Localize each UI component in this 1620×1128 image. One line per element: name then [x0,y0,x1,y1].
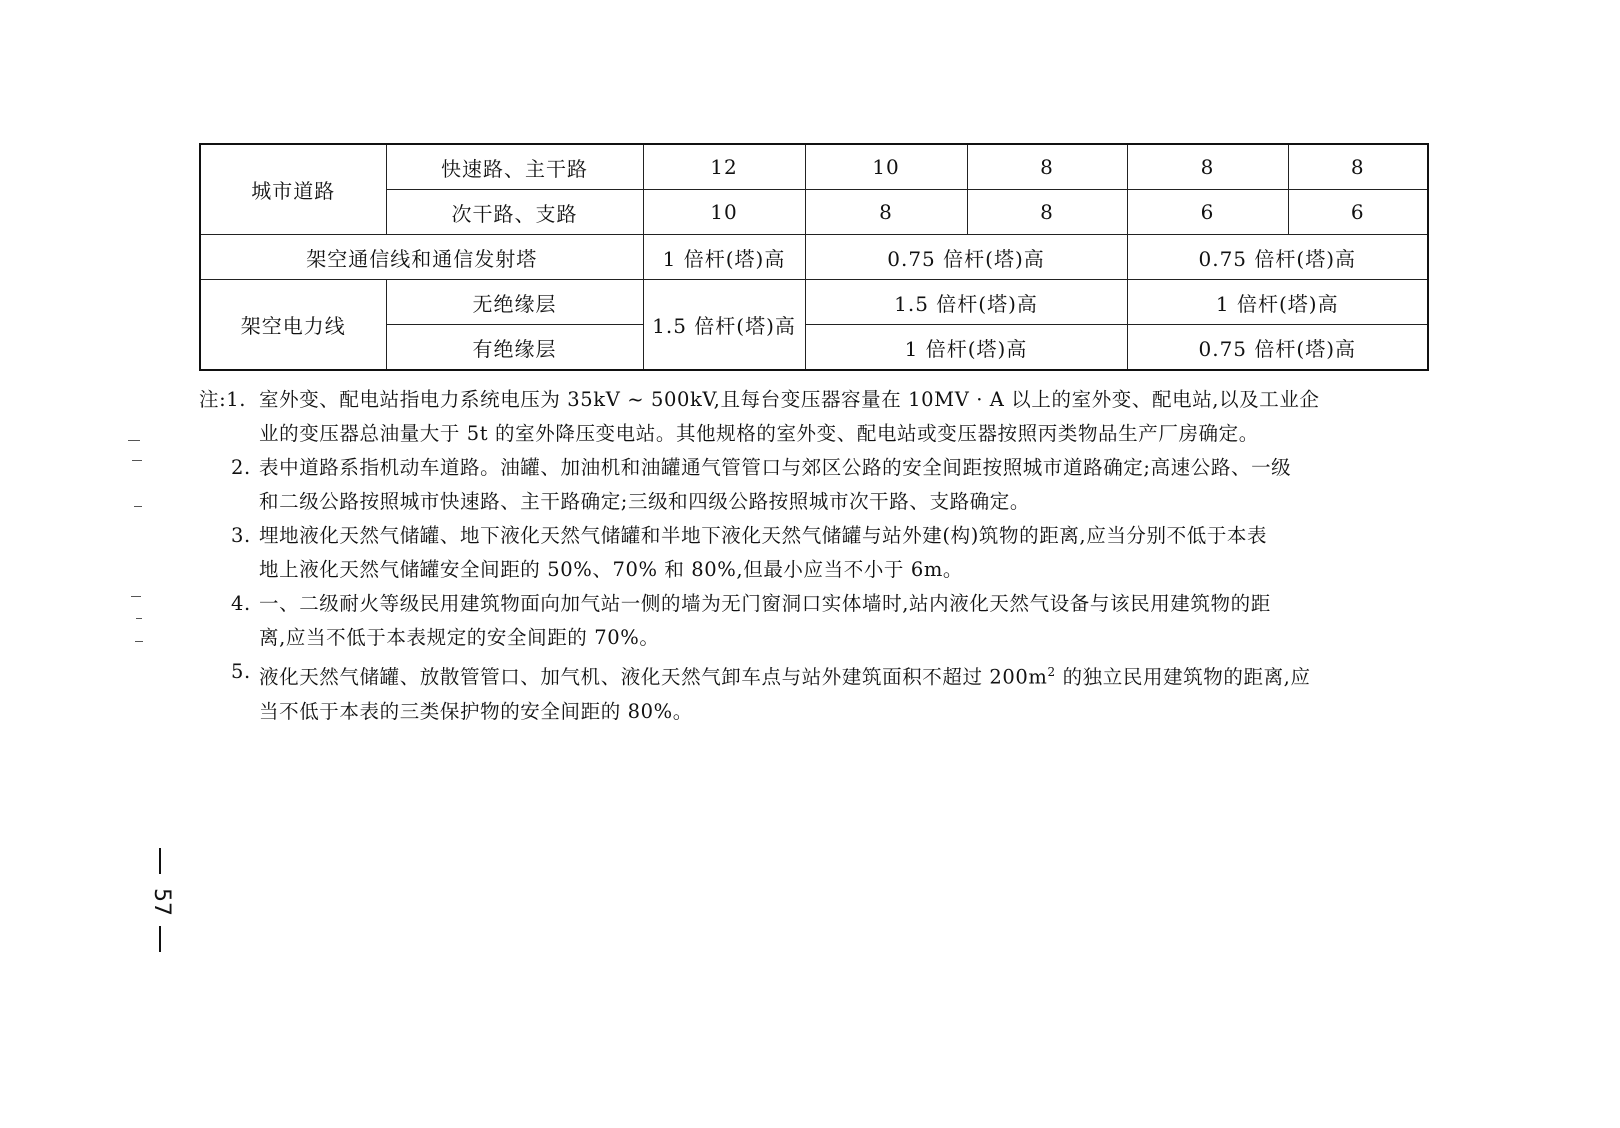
safety-distance-table [199,143,1429,371]
item-label: 架空通信线和通信发射塔 [200,235,643,280]
item-label: 快速路、主干路 [386,144,643,190]
note-line: 埋地液化天然气储罐、地下液化天然气储罐和半地下液化天然气储罐与站外建(构)筑物的距离,应当分别不低于本表 [259,524,1268,547]
scan-speck [132,460,142,461]
note-line: 和二级公路按照城市快速路、主干路确定;三级和四级公路按照城市次干路、支路确定。 [259,490,1030,513]
group-label-city-road: 城市道路 [200,144,386,235]
note-line: 业的变压器总油量大于 5t 的室外降压变电站。其他规格的室外变、配电站或变压器按照丙类物品生产厂房确定。 [259,422,1259,445]
page-number-dash [159,926,161,952]
note-line [259,655,1427,695]
note-number: 2. [231,456,251,479]
table-cell: 0.75 倍杆(塔)高 [805,235,1127,280]
note-item [199,655,1427,729]
item-label: 有绝缘层 [386,325,643,371]
scan-speck [131,596,141,597]
table-cell: 6 [1127,190,1288,235]
note-line: 地上液化天然气储罐安全间距的 50%、70% 和 80%,但最小应当不小于 6m。 [259,558,964,581]
scan-speck [134,506,142,507]
table-cell: 1 倍杆(塔)高 [643,235,805,280]
note-line: 表中道路系指机动车道路。油罐、加油机和油罐通气管管口与郊区公路的安全间距按照城市道路确定;高速公路、一级 [259,456,1292,479]
table-cell: 1.5 倍杆(塔)高 [643,280,805,371]
table-cell: 10 [805,144,967,190]
table-cell: 10 [643,190,805,235]
table-cell: 6 [1288,190,1428,235]
table-cell: 8 [967,190,1127,235]
item-label: 次干路、支路 [386,190,643,235]
note-line: 一、二级耐火等级民用建筑物面向加气站一侧的墙为无门窗洞口实体墙时,站内液化天然气设备与该民用建筑物的距 [259,592,1271,615]
item-label: 无绝缘层 [386,280,643,325]
page-number: 57 [149,888,174,916]
table-cell: 8 [1288,144,1428,190]
note-number: 5. [231,660,251,683]
note-item [199,519,1427,587]
table-cell: 8 [1127,144,1288,190]
table-cell: 12 [643,144,805,190]
note-item [199,451,1427,519]
table-cell: 1.5 倍杆(塔)高 [805,280,1127,325]
table-cell: 1 倍杆(塔)高 [1127,280,1428,325]
note-line: 室外变、配电站指电力系统电压为 35kV ~ 500kV,且每台变压器容量在 10MV · A 以上的室外变、配电站,以及工业企 [259,388,1320,411]
note-line: 当不低于本表的三类保护物的安全间距的 80%。 [259,699,693,723]
superscript: 2 [1047,665,1056,679]
table-row [200,235,1428,280]
scan-speck [136,618,142,619]
note-text: 的独立民用建筑物的距离,应 [1055,665,1311,689]
table-cell: 8 [967,144,1127,190]
group-label-power-line: 架空电力线 [200,280,386,371]
table-cell: 1 倍杆(塔)高 [805,325,1127,371]
scan-speck [135,641,143,642]
table-cell: 0.75 倍杆(塔)高 [1127,235,1428,280]
table-cell: 0.75 倍杆(塔)高 [1127,325,1428,371]
note-item [199,383,1427,451]
table-row [200,144,1428,190]
note-line: 离,应当不低于本表规定的安全间距的 70%。 [259,626,660,649]
table-notes [199,383,1427,729]
note-number: 1. [226,388,247,411]
note-text: 液化天然气储罐、放散管管口、加气机、液化天然气卸车点与站外建筑面积不超过 200m [259,665,1048,689]
note-item [199,587,1427,655]
notes-prefix: 注: [199,388,227,411]
note-number: 4. [231,592,251,615]
note-number: 3. [231,524,251,547]
scan-speck [128,440,140,441]
table-row [200,280,1428,325]
table-cell: 8 [805,190,967,235]
page-number-dash [159,848,161,874]
